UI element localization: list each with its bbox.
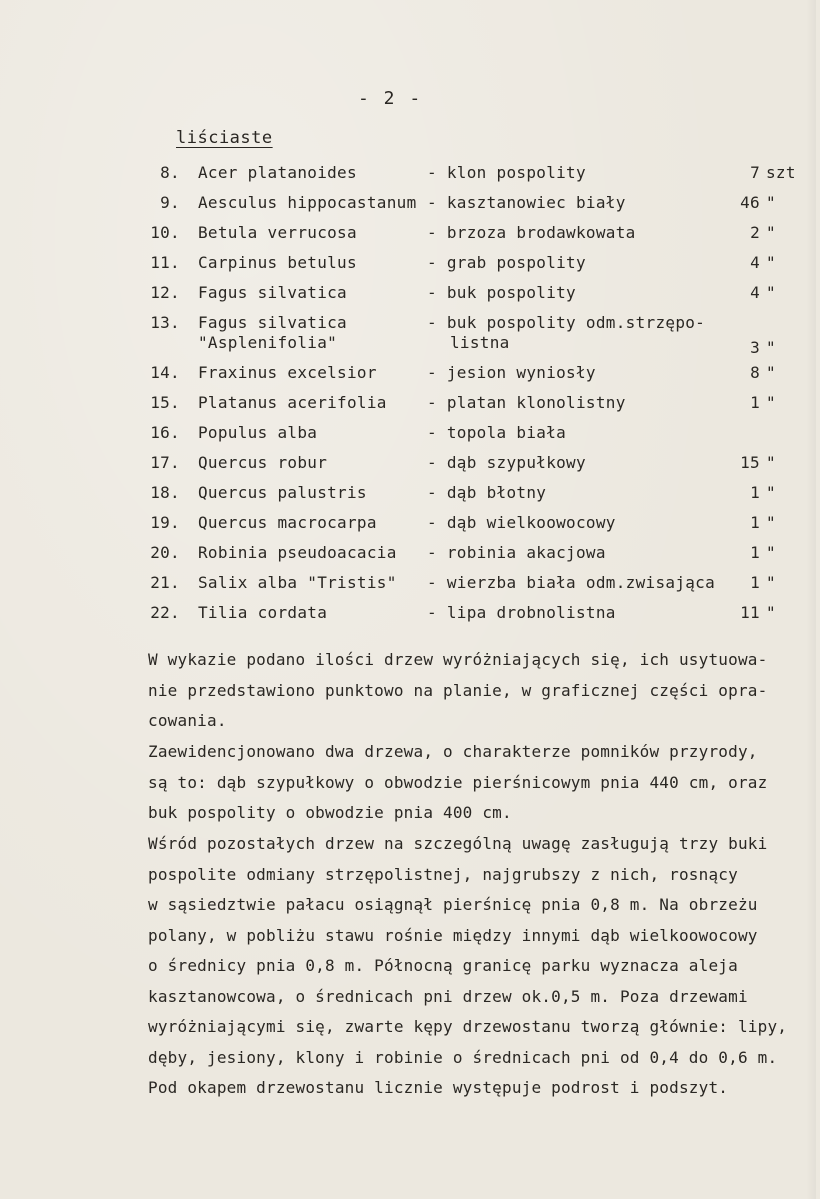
species-number: 8. — [160, 163, 180, 182]
tree-count: 46 — [740, 193, 760, 212]
tree-count: 1 — [750, 573, 760, 592]
count-unit: " — [766, 363, 776, 382]
polish-name: - dąb szypułkowy — [427, 453, 586, 472]
text-line: o średnicy pnia 0,8 m. Północną granicę parku wyznacza aleja — [148, 956, 738, 975]
latin-name: Carpinus betulus — [198, 253, 357, 272]
polish-name: - brzoza brodawkowata — [427, 223, 636, 242]
text-line: są to: dąb szypułkowy o obwodzie pierśnicowym pnia 440 cm, oraz — [148, 772, 768, 792]
polish-name: - kasztanowiec biały — [427, 193, 626, 212]
polish-name: - lipa drobnolistna — [427, 603, 616, 622]
polish-name: - buk pospolity odm.strzępo- — [427, 313, 706, 332]
scan-edge-shadow — [806, 0, 816, 1199]
latin-name: Quercus robur — [198, 453, 328, 472]
species-number: 22. — [150, 603, 180, 622]
species-number: 12. — [150, 283, 180, 302]
count-unit: " — [766, 253, 776, 272]
species-number: 15. — [150, 393, 180, 412]
count-unit: " — [766, 193, 776, 212]
latin-name: Quercus palustris — [198, 483, 367, 502]
species-number: 11. — [150, 253, 180, 272]
text-line: Wśród pozostałych drzew na szczególną uwagę zasługują trzy buki — [148, 834, 768, 853]
tree-count: 7 — [750, 163, 760, 182]
species-number: 19. — [150, 513, 180, 532]
count-unit: " — [766, 283, 776, 302]
text-line: Zaewidencjonowano dwa drzewa, o charakterze pomników przyrody, — [148, 742, 758, 761]
latin-name: Fagus silvatica — [198, 313, 347, 332]
polish-name: - platan klonolistny — [427, 393, 626, 412]
species-number: 16. — [150, 423, 180, 442]
latin-name: Betula verrucosa — [198, 223, 357, 242]
species-number: 17. — [150, 453, 180, 472]
tree-count: 11 — [740, 603, 760, 622]
species-number: 9. — [160, 193, 180, 212]
latin-name: Fagus silvatica — [198, 283, 347, 302]
count-unit: " — [766, 393, 776, 412]
tree-count: 2 — [750, 223, 760, 242]
latin-name: Platanus acerifolia — [198, 393, 387, 412]
count-unit: szt — [766, 163, 796, 182]
polish-name: - topola biała — [427, 423, 567, 442]
polish-name: - wierzba biała odm.zwisająca — [427, 573, 716, 592]
polish-name: - robinia akacjowa — [427, 543, 606, 562]
tree-count: 4 — [750, 283, 760, 302]
count-unit: " — [766, 453, 776, 472]
paragraph-inventory-note — [148, 645, 798, 737]
polish-name: - buk pospolity — [427, 283, 576, 302]
text-line: buk pospolity o obwodzie pnia 400 cm. — [148, 803, 512, 822]
tree-count: 1 — [750, 393, 760, 412]
text-line: kasztanowcowa, o średnicach pni drzew ok.0,5 m. Poza drzewami — [148, 986, 748, 1006]
species-number: 18. — [150, 483, 180, 502]
polish-name-cont: listna — [450, 333, 510, 352]
page-number: - 2 - — [358, 88, 423, 109]
species-number: 13. — [150, 313, 180, 332]
latin-name: Aesculus hippocastanum — [198, 193, 417, 212]
text-line: dęby, jesiony, klony i robinie o średnicach pni od 0,4 do 0,6 m. — [148, 1047, 778, 1067]
text-line: Pod okapem drzewostanu licznie występuje podrost i podszyt. — [148, 1078, 729, 1097]
polish-name: - dąb wielkoowocowy — [427, 513, 616, 532]
text-line: nie przedstawiono punktowo na planie, w graficznej części opra- — [148, 680, 768, 700]
count-unit: " — [766, 483, 776, 502]
species-number: 14. — [150, 363, 180, 382]
latin-name: Acer platanoides — [198, 163, 357, 182]
species-number: 21. — [150, 573, 180, 592]
count-unit: " — [766, 338, 776, 357]
latin-name: Quercus macrocarpa — [198, 513, 377, 532]
latin-name: Populus alba — [198, 423, 318, 442]
polish-name: - grab pospolity — [427, 253, 586, 272]
tree-count: 3 — [750, 338, 760, 357]
text-line: polany, w pobliżu stawu rośnie między innymi dąb wielkoowocowy — [148, 925, 758, 945]
latin-name: Tilia cordata — [198, 603, 328, 622]
section-heading: liściaste — [176, 128, 273, 148]
text-line: pospolite odmiany strzępolistnej, najgrubszy z nich, rosnący — [148, 864, 738, 884]
text-line: W wykazie podano ilości drzew wyróżniających się, ich usytuowa- — [148, 650, 768, 669]
latin-name-cont: "Asplenifolia" — [198, 333, 338, 352]
tree-count: 1 — [750, 483, 760, 502]
species-number: 20. — [150, 543, 180, 562]
latin-name: Salix alba "Tristis" — [198, 573, 397, 592]
tree-count: 4 — [750, 253, 760, 272]
text-line: w sąsiedztwie pałacu osiągnął pierśnicę pnia 0,8 m. Na obrzeżu — [148, 895, 758, 914]
count-unit: " — [766, 543, 776, 562]
polish-name: - jesion wyniosły — [427, 363, 596, 382]
polish-name: - klon pospolity — [427, 163, 586, 182]
paragraph-monuments — [148, 737, 798, 829]
species-number: 10. — [150, 223, 180, 242]
count-unit: " — [766, 223, 776, 242]
tree-count: 1 — [750, 543, 760, 562]
text-line: wyróżniającymi się, zwarte kępy drzewostanu tworzą głównie: lipy, — [148, 1017, 788, 1036]
paragraph-notable-trees — [148, 829, 798, 1104]
tree-count: 1 — [750, 513, 760, 532]
tree-count: 8 — [750, 363, 760, 382]
text-line: cowania. — [148, 711, 227, 730]
latin-name: Robinia pseudoacacia — [198, 543, 397, 562]
polish-name: - dąb błotny — [427, 483, 547, 502]
tree-count: 15 — [740, 453, 760, 472]
count-unit: " — [766, 513, 776, 532]
count-unit: " — [766, 573, 776, 592]
latin-name: Fraxinus excelsior — [198, 363, 377, 382]
count-unit: " — [766, 603, 776, 622]
